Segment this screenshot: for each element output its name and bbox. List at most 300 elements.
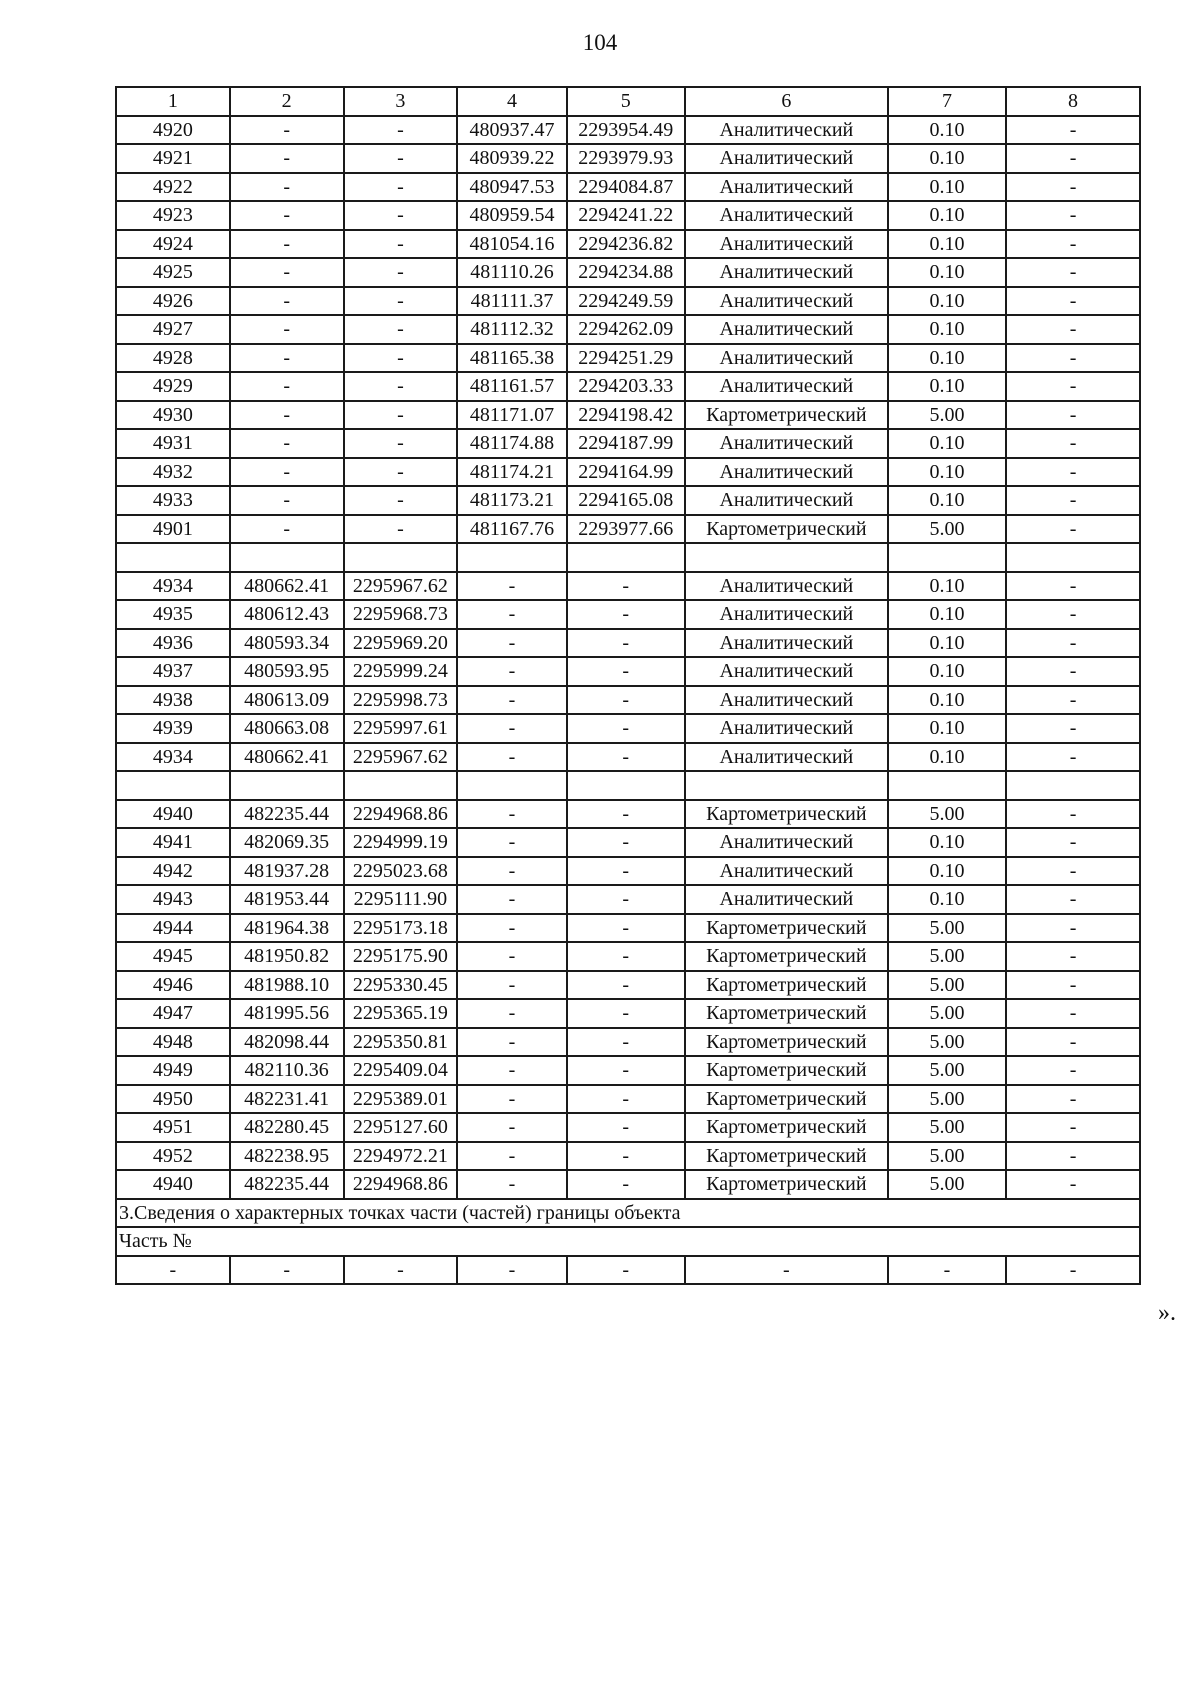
table-cell: - <box>457 1170 566 1199</box>
header-cell: 3 <box>344 87 458 116</box>
table-cell: 2295968.73 <box>344 600 458 629</box>
table-cell: 2294972.21 <box>344 1142 458 1171</box>
table-cell: 5.00 <box>888 1113 1006 1142</box>
table-cell: 0.10 <box>888 429 1006 458</box>
table-cell: 4932 <box>116 458 230 487</box>
table-cell: Аналитический <box>685 486 888 515</box>
table-cell: Картометрический <box>685 971 888 1000</box>
table-cell: 481174.21 <box>457 458 566 487</box>
table-cell <box>888 543 1006 572</box>
page-number: 104 <box>582 30 618 55</box>
section3-row <box>116 1199 1140 1228</box>
table-cell: Аналитический <box>685 714 888 743</box>
table-cell: - <box>457 657 566 686</box>
table-cell: - <box>344 116 458 145</box>
section3-title: 3.Сведения о характерных точках части (частей) границы объекта <box>116 1199 1140 1228</box>
table-cell: 4940 <box>116 1170 230 1199</box>
table-cell: 481167.76 <box>457 515 566 544</box>
table-cell: 480662.41 <box>230 572 344 601</box>
table-cell: 2295127.60 <box>344 1113 458 1142</box>
table-cell: - <box>1006 629 1140 658</box>
table-cell: 0.10 <box>888 657 1006 686</box>
table-cell: 0.10 <box>888 743 1006 772</box>
table-cell: 481112.32 <box>457 315 566 344</box>
table-cell: - <box>1006 116 1140 145</box>
table-cell: 2293977.66 <box>567 515 685 544</box>
table-row <box>116 287 1140 316</box>
table-cell: 481110.26 <box>457 258 566 287</box>
table-cell: 0.10 <box>888 372 1006 401</box>
table-cell: 4947 <box>116 999 230 1028</box>
table-cell: 0.10 <box>888 258 1006 287</box>
header-cell: 1 <box>116 87 230 116</box>
table-cell: Картометрический <box>685 1085 888 1114</box>
table-cell: - <box>1006 458 1140 487</box>
header-cell: 8 <box>1006 87 1140 116</box>
table-cell: 4920 <box>116 116 230 145</box>
table-cell: - <box>344 230 458 259</box>
table-row <box>116 600 1140 629</box>
table-cell: 4950 <box>116 1085 230 1114</box>
table-cell: - <box>344 144 458 173</box>
table-row <box>116 1085 1140 1114</box>
table-cell: - <box>1006 857 1140 886</box>
table-cell: - <box>230 401 344 430</box>
table-cell: Аналитический <box>685 572 888 601</box>
table-cell: Аналитический <box>685 686 888 715</box>
table-cell: 4944 <box>116 914 230 943</box>
table-cell <box>230 543 344 572</box>
table-row <box>116 1113 1140 1142</box>
table-cell: 0.10 <box>888 344 1006 373</box>
table-cell: - <box>1006 1056 1140 1085</box>
table-cell: 4943 <box>116 885 230 914</box>
table-cell: 4946 <box>116 971 230 1000</box>
table-cell: - <box>567 600 685 629</box>
table-cell: - <box>1006 1142 1140 1171</box>
table-cell: 0.10 <box>888 572 1006 601</box>
table-cell: 0.10 <box>888 714 1006 743</box>
table-row <box>116 828 1140 857</box>
table-row <box>116 1142 1140 1171</box>
table-cell: - <box>1006 287 1140 316</box>
table-cell: 5.00 <box>888 800 1006 829</box>
table-cell: - <box>230 173 344 202</box>
table-cell: - <box>567 857 685 886</box>
table-cell: - <box>1006 1170 1140 1199</box>
table-cell: 0.10 <box>888 629 1006 658</box>
table-cell: 2295409.04 <box>344 1056 458 1085</box>
table-row <box>116 144 1140 173</box>
table-cell: - <box>567 885 685 914</box>
table-cell: 2295175.90 <box>344 942 458 971</box>
table-cell: - <box>1006 885 1140 914</box>
table-cell: 4938 <box>116 686 230 715</box>
table-cell: Аналитический <box>685 429 888 458</box>
table-cell: Аналитический <box>685 201 888 230</box>
table-cell: - <box>457 800 566 829</box>
final-cell: - <box>457 1256 566 1285</box>
table-cell: 5.00 <box>888 971 1006 1000</box>
table-cell: Аналитический <box>685 600 888 629</box>
table-cell: 4927 <box>116 315 230 344</box>
table-cell: - <box>230 372 344 401</box>
table-cell: 4930 <box>116 401 230 430</box>
table-cell: 480939.22 <box>457 144 566 173</box>
table-cell: - <box>457 1142 566 1171</box>
table-cell <box>685 543 888 572</box>
header-cell: 5 <box>567 87 685 116</box>
table-row <box>116 201 1140 230</box>
table-cell: 481995.56 <box>230 999 344 1028</box>
table-cell: 4926 <box>116 287 230 316</box>
blank-separator-row <box>116 771 1140 800</box>
table-cell: 2294234.88 <box>567 258 685 287</box>
table-cell: 4921 <box>116 144 230 173</box>
table-cell: 481937.28 <box>230 857 344 886</box>
table-cell: 481988.10 <box>230 971 344 1000</box>
table-cell: 4925 <box>116 258 230 287</box>
table-row <box>116 800 1140 829</box>
table-cell: Картометрический <box>685 942 888 971</box>
table-cell: 0.10 <box>888 315 1006 344</box>
table-cell: - <box>457 971 566 1000</box>
table-cell: 480662.41 <box>230 743 344 772</box>
table-cell: - <box>230 486 344 515</box>
table-row <box>116 999 1140 1028</box>
table-cell: 2295967.62 <box>344 572 458 601</box>
table-row <box>116 857 1140 886</box>
header-cell: 6 <box>685 87 888 116</box>
table-cell: - <box>1006 999 1140 1028</box>
table-cell: 4936 <box>116 629 230 658</box>
table-row <box>116 657 1140 686</box>
table-row <box>116 572 1140 601</box>
table-cell: 482098.44 <box>230 1028 344 1057</box>
table-row <box>116 458 1140 487</box>
table-cell: 481950.82 <box>230 942 344 971</box>
table-cell: 0.10 <box>888 885 1006 914</box>
final-row <box>116 1256 1140 1285</box>
table-cell: - <box>567 999 685 1028</box>
table-row <box>116 344 1140 373</box>
table-cell: Аналитический <box>685 828 888 857</box>
table-cell: - <box>344 458 458 487</box>
table-cell: - <box>344 173 458 202</box>
table-cell: Картометрический <box>685 914 888 943</box>
table-cell: 4924 <box>116 230 230 259</box>
part-row <box>116 1227 1140 1256</box>
table-cell: 4922 <box>116 173 230 202</box>
table-cell <box>344 771 458 800</box>
table-cell: - <box>1006 401 1140 430</box>
table-cell: 0.10 <box>888 173 1006 202</box>
header-cell: 4 <box>457 87 566 116</box>
table-cell: 4949 <box>116 1056 230 1085</box>
table-cell: - <box>457 572 566 601</box>
table-cell: Аналитический <box>685 116 888 145</box>
table-cell: - <box>344 486 458 515</box>
table-cell: Аналитический <box>685 458 888 487</box>
table-cell: - <box>567 971 685 1000</box>
table-row <box>116 1056 1140 1085</box>
table-cell: - <box>1006 1028 1140 1057</box>
table-cell: 2295999.24 <box>344 657 458 686</box>
table-cell: - <box>567 743 685 772</box>
table-cell: - <box>457 914 566 943</box>
table-cell: 2295350.81 <box>344 1028 458 1057</box>
table-cell: 481171.07 <box>457 401 566 430</box>
table-cell: - <box>567 686 685 715</box>
table-cell: 2294164.99 <box>567 458 685 487</box>
table-row <box>116 515 1140 544</box>
table-cell: 5.00 <box>888 942 1006 971</box>
header-cell: 7 <box>888 87 1006 116</box>
table-cell: - <box>567 1085 685 1114</box>
table-cell: - <box>1006 344 1140 373</box>
table-cell: - <box>1006 1113 1140 1142</box>
table-cell: 2294249.59 <box>567 287 685 316</box>
table-cell <box>457 543 566 572</box>
table-cell: Аналитический <box>685 258 888 287</box>
table-cell: 480593.34 <box>230 629 344 658</box>
table-cell: 481111.37 <box>457 287 566 316</box>
table-cell <box>685 771 888 800</box>
table-cell: 2294236.82 <box>567 230 685 259</box>
table-cell: 4935 <box>116 600 230 629</box>
table-cell: - <box>567 942 685 971</box>
table-cell: 4945 <box>116 942 230 971</box>
table-cell: - <box>230 515 344 544</box>
table-row <box>116 486 1140 515</box>
table-cell: 2294165.08 <box>567 486 685 515</box>
table-row <box>116 429 1140 458</box>
table-row <box>116 1170 1140 1199</box>
table-row <box>116 885 1140 914</box>
table-cell: Картометрический <box>685 1056 888 1085</box>
table-cell: - <box>1006 600 1140 629</box>
table-cell: - <box>567 714 685 743</box>
table-cell <box>116 771 230 800</box>
table-row <box>116 372 1140 401</box>
table-cell: - <box>1006 1085 1140 1114</box>
table-cell: - <box>344 344 458 373</box>
table-cell: Аналитический <box>685 629 888 658</box>
table-cell: - <box>1006 372 1140 401</box>
final-cell: - <box>230 1256 344 1285</box>
table-cell: 5.00 <box>888 914 1006 943</box>
table-cell: 4948 <box>116 1028 230 1057</box>
table-cell: 4901 <box>116 515 230 544</box>
table-row <box>116 401 1140 430</box>
table-cell: Аналитический <box>685 743 888 772</box>
table-cell: Картометрический <box>685 1028 888 1057</box>
table-cell: 2295997.61 <box>344 714 458 743</box>
table-cell: 480959.54 <box>457 201 566 230</box>
table-cell: 2295969.20 <box>344 629 458 658</box>
table-cell: 480947.53 <box>457 173 566 202</box>
table-cell: 480613.09 <box>230 686 344 715</box>
table-cell: 2295389.01 <box>344 1085 458 1114</box>
table-cell: 0.10 <box>888 144 1006 173</box>
table-cell: 481054.16 <box>457 230 566 259</box>
table-cell: 4934 <box>116 743 230 772</box>
table-cell: 482235.44 <box>230 800 344 829</box>
table-cell: - <box>1006 429 1140 458</box>
table-cell: 4931 <box>116 429 230 458</box>
final-cell: - <box>888 1256 1006 1285</box>
table-cell: Картометрический <box>685 515 888 544</box>
table-cell: 2295365.19 <box>344 999 458 1028</box>
table-cell <box>888 771 1006 800</box>
table-cell: 2295023.68 <box>344 857 458 886</box>
table-cell: 0.10 <box>888 600 1006 629</box>
table-cell: - <box>1006 657 1140 686</box>
table-cell: 481174.88 <box>457 429 566 458</box>
table-cell: Картометрический <box>685 999 888 1028</box>
table-cell: 5.00 <box>888 1170 1006 1199</box>
table-cell: - <box>457 885 566 914</box>
table-cell: Аналитический <box>685 173 888 202</box>
table-cell <box>1006 771 1140 800</box>
table-row <box>116 942 1140 971</box>
table-cell: - <box>230 315 344 344</box>
table-cell: - <box>1006 828 1140 857</box>
table-cell: - <box>1006 173 1140 202</box>
table-cell: - <box>230 230 344 259</box>
table-cell: - <box>1006 714 1140 743</box>
table-cell: - <box>344 287 458 316</box>
table-cell <box>1006 543 1140 572</box>
table-cell: Аналитический <box>685 315 888 344</box>
table-cell: 5.00 <box>888 1056 1006 1085</box>
table-cell: 482238.95 <box>230 1142 344 1171</box>
table-cell: - <box>567 828 685 857</box>
table-cell: 2294262.09 <box>567 315 685 344</box>
table-cell: - <box>344 201 458 230</box>
table-cell: - <box>457 686 566 715</box>
table-cell: 0.10 <box>888 116 1006 145</box>
table-cell: 0.10 <box>888 828 1006 857</box>
table-cell: 2295111.90 <box>344 885 458 914</box>
table-cell: - <box>457 1085 566 1114</box>
table-cell: - <box>230 116 344 145</box>
table-cell: - <box>567 914 685 943</box>
table-cell <box>116 543 230 572</box>
table-cell: 2295173.18 <box>344 914 458 943</box>
table-cell: 0.10 <box>888 486 1006 515</box>
table-row <box>116 686 1140 715</box>
table-cell: - <box>1006 486 1140 515</box>
table-row <box>116 116 1140 145</box>
table-cell: 4952 <box>116 1142 230 1171</box>
table-cell: - <box>230 429 344 458</box>
final-cell: - <box>344 1256 458 1285</box>
closing-quote-mark: ». <box>1158 1300 1176 1326</box>
table-cell: - <box>230 458 344 487</box>
table-cell: Аналитический <box>685 885 888 914</box>
table-cell: - <box>1006 258 1140 287</box>
table-cell: - <box>344 515 458 544</box>
table-cell: 2294968.86 <box>344 800 458 829</box>
table-cell: Аналитический <box>685 657 888 686</box>
table-cell: 2294999.19 <box>344 828 458 857</box>
table-cell: Аналитический <box>685 372 888 401</box>
table-cell: - <box>1006 515 1140 544</box>
table-cell: - <box>567 629 685 658</box>
table-cell: 481964.38 <box>230 914 344 943</box>
table-cell: 2295998.73 <box>344 686 458 715</box>
table-cell: - <box>344 429 458 458</box>
table-cell: 482235.44 <box>230 1170 344 1199</box>
table-cell: 4923 <box>116 201 230 230</box>
table-cell: 2294084.87 <box>567 173 685 202</box>
table-cell: - <box>457 942 566 971</box>
table-cell: 0.10 <box>888 686 1006 715</box>
table-row <box>116 743 1140 772</box>
table-cell: - <box>457 629 566 658</box>
table-cell: - <box>230 144 344 173</box>
table-cell: 480663.08 <box>230 714 344 743</box>
table-cell: - <box>1006 942 1140 971</box>
table-cell: - <box>1006 914 1140 943</box>
table-cell: 482069.35 <box>230 828 344 857</box>
table-cell: - <box>1006 230 1140 259</box>
table-cell: - <box>344 372 458 401</box>
table-cell: 2293979.93 <box>567 144 685 173</box>
table-cell: - <box>567 1113 685 1142</box>
table-row <box>116 315 1140 344</box>
table-cell: 4937 <box>116 657 230 686</box>
table-cell: 2293954.49 <box>567 116 685 145</box>
table-cell: - <box>1006 315 1140 344</box>
table-cell: - <box>567 657 685 686</box>
table-cell: Картометрический <box>685 1142 888 1171</box>
table-cell: 4929 <box>116 372 230 401</box>
table-cell: 4940 <box>116 800 230 829</box>
table-cell: - <box>230 201 344 230</box>
table-cell: - <box>457 743 566 772</box>
table-row <box>116 258 1140 287</box>
table-cell: - <box>1006 686 1140 715</box>
table-cell: - <box>567 1170 685 1199</box>
table-cell: Картометрический <box>685 1113 888 1142</box>
table-cell: 480937.47 <box>457 116 566 145</box>
table-cell: - <box>344 401 458 430</box>
table-cell: 2294198.42 <box>567 401 685 430</box>
table-cell: - <box>457 1056 566 1085</box>
table-cell: Аналитический <box>685 857 888 886</box>
table-cell: Аналитический <box>685 230 888 259</box>
table-cell: 482110.36 <box>230 1056 344 1085</box>
table-cell: 480612.43 <box>230 600 344 629</box>
table-cell: - <box>1006 971 1140 1000</box>
table-cell: 481161.57 <box>457 372 566 401</box>
table-cell: Картометрический <box>685 800 888 829</box>
table-cell: 5.00 <box>888 1142 1006 1171</box>
table-row <box>116 971 1140 1000</box>
table-cell: 0.10 <box>888 287 1006 316</box>
table-cell: - <box>230 344 344 373</box>
table-cell: Аналитический <box>685 287 888 316</box>
table-cell: - <box>1006 201 1140 230</box>
table-cell: 482280.45 <box>230 1113 344 1142</box>
part-label: Часть № <box>116 1227 1140 1256</box>
table-cell: - <box>457 600 566 629</box>
table-cell: Картометрический <box>685 401 888 430</box>
header-row <box>116 87 1140 116</box>
table-cell: - <box>230 258 344 287</box>
